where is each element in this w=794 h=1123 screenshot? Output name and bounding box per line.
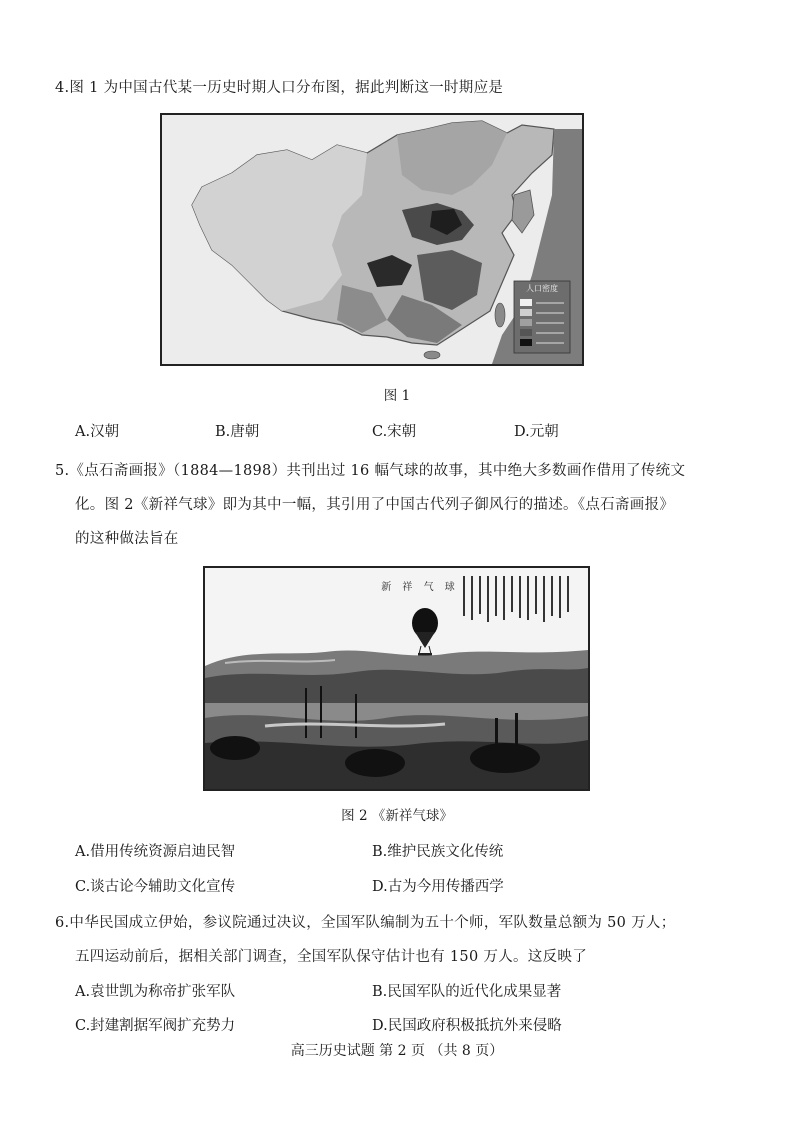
q4-option-a[interactable]: A.汉朝 [75, 424, 120, 440]
figure1-caption: 图 1 [383, 388, 411, 404]
legend-title: 人口密度 [526, 284, 558, 293]
q4-option-b[interactable]: B.唐朝 [215, 424, 260, 440]
balloon-illustration-figure [203, 566, 590, 791]
q4-option-c[interactable]: C.宋朝 [372, 424, 417, 440]
q6-option-a[interactable]: A.袁世凯为称帝扩张军队 [75, 984, 236, 1000]
q5-stem-line1: 5.《点石斋画报》（1884—1898）共刊出过 16 幅气球的故事，其中绝大多数画作借用了传统文 [55, 463, 686, 479]
q5-option-b[interactable]: B.维护民族文化传统 [372, 844, 504, 860]
q5-stem-line3: 的这种做法旨在 [75, 531, 179, 547]
figure2-caption: 图 2 《新祥气球》 [341, 808, 453, 824]
q6-option-b[interactable]: B.民国军队的近代化成果显著 [372, 984, 562, 1000]
q6-option-c[interactable]: C.封建割据军阀扩充势力 [75, 1018, 236, 1034]
q5-option-a[interactable]: A.借用传统资源启迪民智 [75, 844, 236, 860]
population-map-figure [160, 113, 584, 366]
illustration-title: 新 祥 气 球 [381, 582, 459, 593]
page-footer: 高三历史试题 第 2 页 （共 8 页） [290, 1043, 504, 1059]
q6-option-d[interactable]: D.民国政府积极抵抗外来侵略 [372, 1018, 562, 1034]
q5-option-c[interactable]: C.谈古论今辅助文化宣传 [75, 879, 236, 895]
balloon-illustration [205, 568, 588, 789]
china-population-map [162, 115, 582, 364]
map-legend [514, 281, 570, 353]
q5-option-d[interactable]: D.古为今用传播西学 [372, 879, 504, 895]
q6-stem-line1: 6.中华民国成立伊始，参议院通过决议，全国军队编制为五十个师，军队数量总额为 50 万人； [55, 915, 676, 931]
q5-stem-line2: 化。图 2《新祥气球》即为其中一幅，其引用了中国古代列子御风行的描述。《点石斋画报》 [75, 497, 675, 513]
q4-stem: 4.图 1 为中国古代某一历史时期人口分布图，据此判断这一时期应是 [55, 80, 504, 96]
q4-option-d[interactable]: D.元朝 [514, 424, 559, 440]
q6-stem-line2: 五四运动前后，据相关部门调查，全国军队保守估计也有 150 万人。这反映了 [75, 949, 587, 965]
